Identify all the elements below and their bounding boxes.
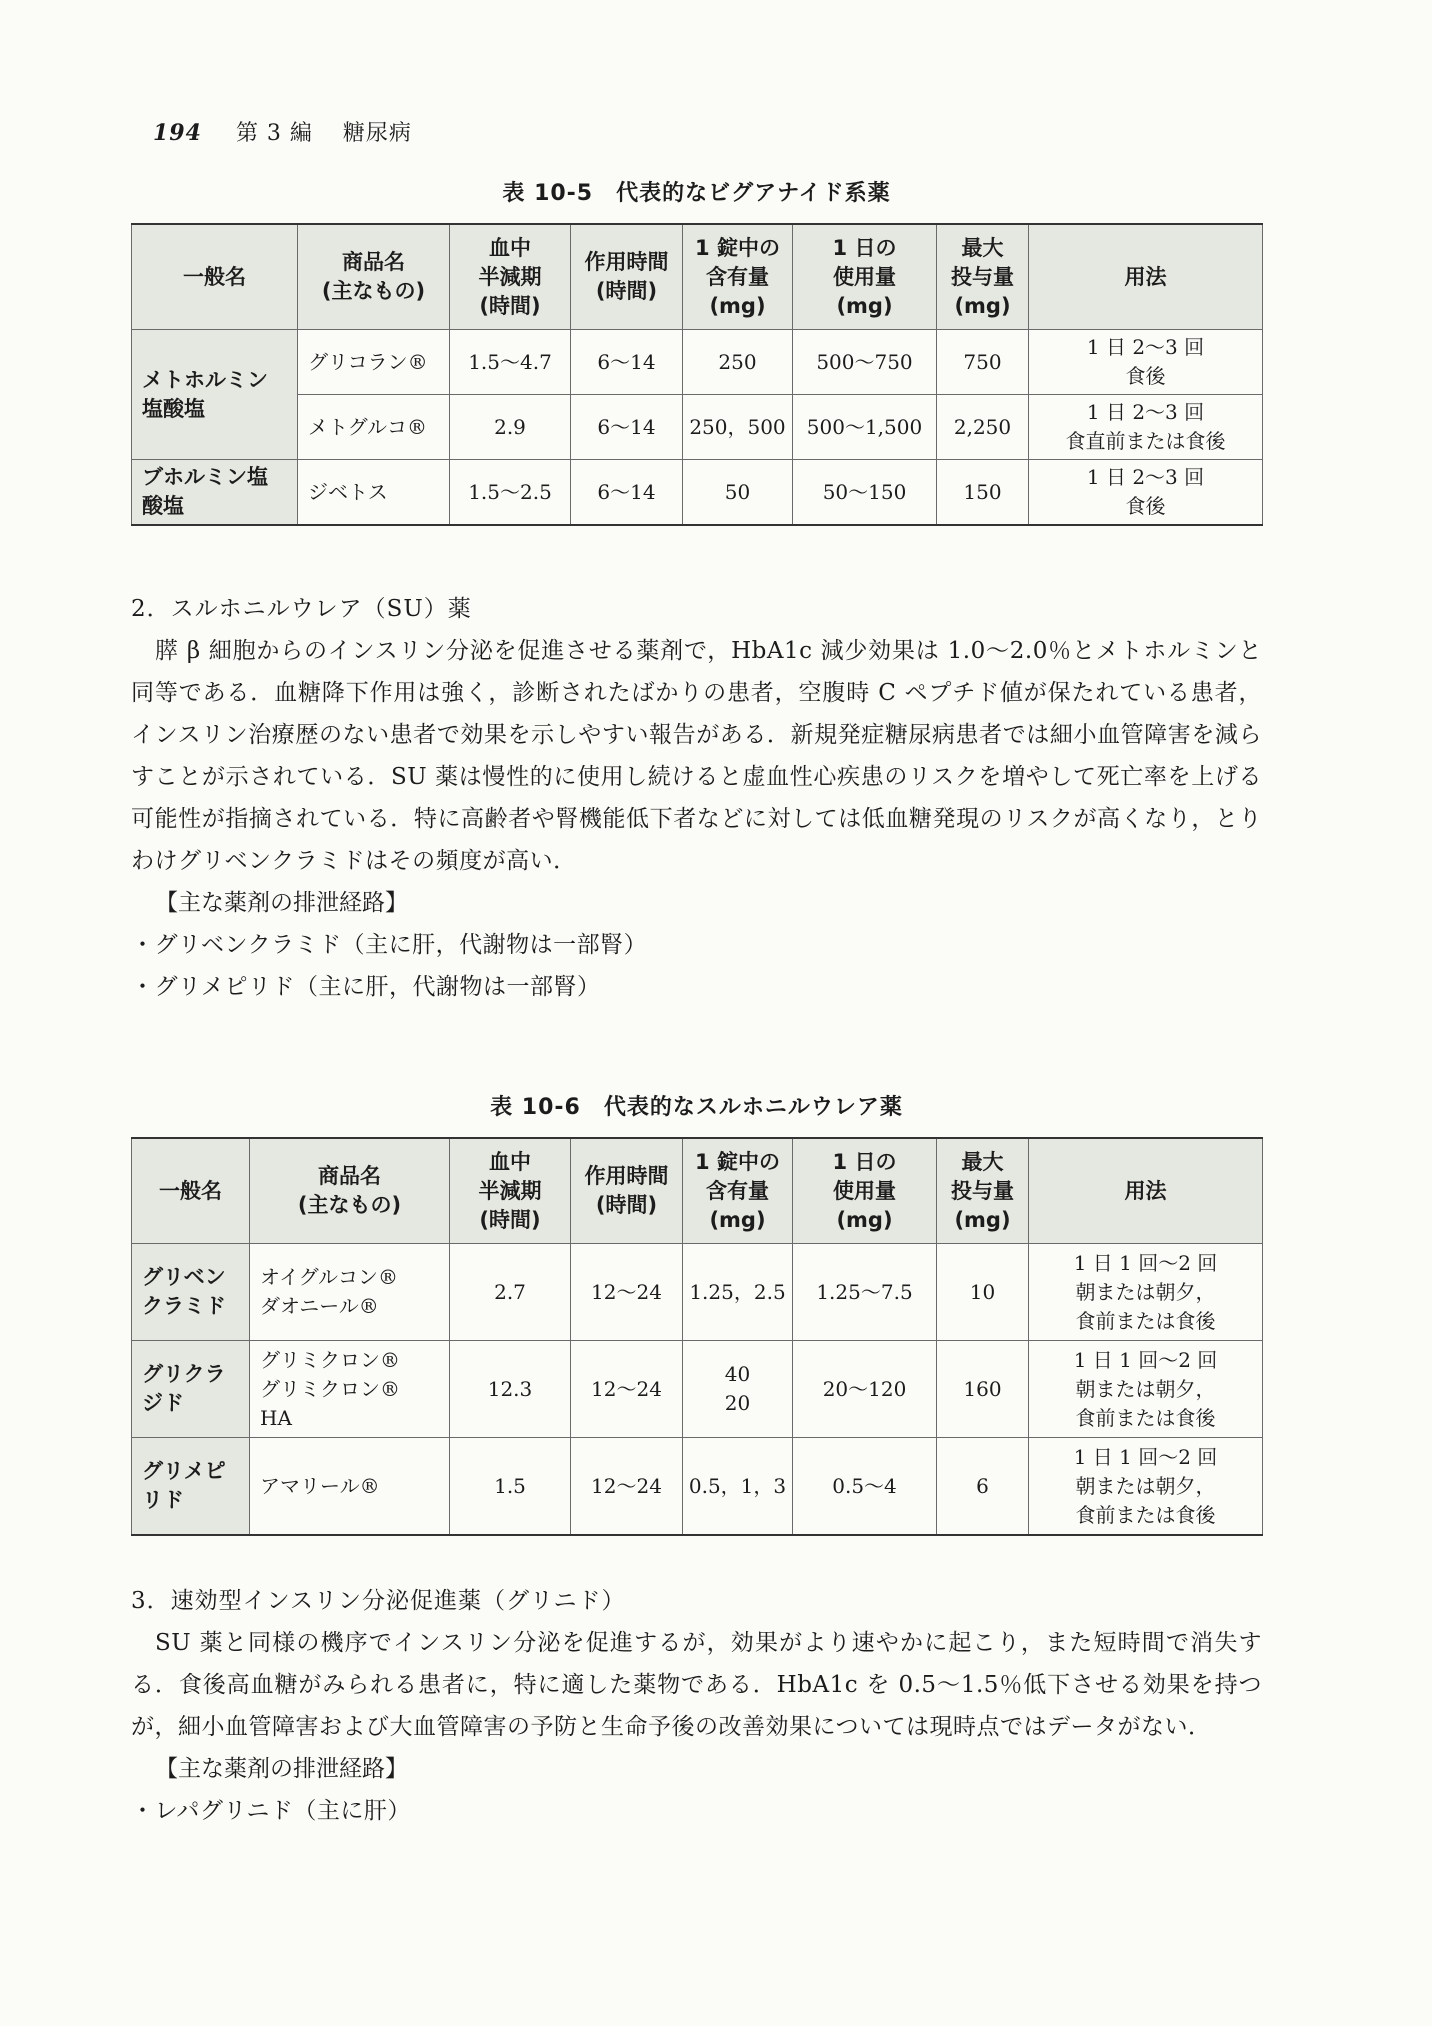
excretion-item: ・レパグリニド（主に肝） <box>131 1798 411 1824</box>
usage-cell: 1 日 1 回〜2 回 朝または朝夕， 食前または食後 <box>1029 1244 1263 1341</box>
duration-cell: 6〜14 <box>571 330 683 395</box>
table-row <box>132 460 1263 526</box>
daily-dose-cell: 1.25〜7.5 <box>793 1244 937 1341</box>
daily-dose-cell: 500〜1,500 <box>793 395 937 460</box>
content-cell: 250，500 <box>683 395 793 460</box>
table-header-row <box>132 1138 1263 1244</box>
table-biguanide <box>131 176 1262 526</box>
max-dose-cell: 160 <box>937 1341 1029 1438</box>
half-life-cell: 2.9 <box>450 395 571 460</box>
half-life-cell: 1.5〜4.7 <box>450 330 571 395</box>
content-cell: 40 20 <box>683 1341 793 1438</box>
content-cell: 250 <box>683 330 793 395</box>
col-header: 1 錠中の 含有量 (mg) <box>683 1138 793 1244</box>
section-heading: 2．スルホニルウレア（SU）薬 <box>131 596 472 622</box>
content-cell: 0.5，1，3 <box>683 1438 793 1536</box>
half-life-cell: 1.5 <box>450 1438 571 1536</box>
col-header: 1 日の 使用量 (mg) <box>793 1138 937 1244</box>
col-header: 血中 半減期 (時間) <box>450 224 571 330</box>
brand-cell: アマリール® <box>250 1438 450 1536</box>
col-header: 最大 投与量 (mg) <box>937 224 1029 330</box>
section-paragraph: SU 薬と同様の機序でインスリン分泌を促進するが，効果がより速やかに起こり，また短時間で消失する．食後高血糖がみられる患者に，特に適した薬物である．HbA1c を 0.5〜1.5％低下させる効果を持つが，細小血管障害および大血管障害の予防と生命予後の改善効果については現時点ではデータがない． <box>131 1630 1262 1740</box>
daily-dose-cell: 500〜750 <box>793 330 937 395</box>
max-dose-cell: 150 <box>937 460 1029 526</box>
section-su <box>131 588 1262 1008</box>
max-dose-cell: 750 <box>937 330 1029 395</box>
col-header: 用法 <box>1029 1138 1263 1244</box>
page-number: 194 <box>153 120 202 146</box>
generic-name-cell: グリメピ リド <box>132 1438 250 1536</box>
col-header: 用法 <box>1029 224 1263 330</box>
content-cell: 1.25，2.5 <box>683 1244 793 1341</box>
generic-name-cell: グリクラ ジド <box>132 1341 250 1438</box>
col-header: 血中 半減期 (時間) <box>450 1138 571 1244</box>
half-life-cell: 1.5〜2.5 <box>450 460 571 526</box>
max-dose-cell: 6 <box>937 1438 1029 1536</box>
section-heading: 3．速効型インスリン分泌促進薬（グリニド） <box>131 1588 626 1614</box>
chapter-title: 糖尿病 <box>342 121 412 146</box>
table-row <box>132 330 1263 395</box>
table-caption: 表 10-5 代表的なビグアナイド系薬 <box>502 181 891 206</box>
excretion-subheading: 【主な薬剤の排泄経路】 <box>155 1756 408 1782</box>
table-row <box>132 1341 1263 1438</box>
section-paragraph: 膵 β 細胞からのインスリン分泌を促進させる薬剤で，HbA1c 減少効果は 1.0〜2.0％とメトホルミンと同等である．血糖降下作用は強く，診断されたばかりの患者，空腹時 C ペプチド値が保たれている患者，インスリン治療歴のない患者で効果を示しやすい報告がある．新規発症糖尿病患者では細小血管障害を減らすことが示されている．SU 薬は慢性的に使用し続けると虚血性心疾患のリスクを増やして死亡率を上げる可能性が指摘されている．特に高齢者や腎機能低下者などに対しては低血糖発現のリスクが高くなり，とりわけグリベンクラミドはその頻度が高い． <box>131 638 1262 874</box>
table-row <box>132 395 1263 460</box>
usage-cell: 1 日 2〜3 回 食後 <box>1029 330 1263 395</box>
half-life-cell: 12.3 <box>450 1341 571 1438</box>
half-life-cell: 2.7 <box>450 1244 571 1341</box>
duration-cell: 12〜24 <box>571 1438 683 1536</box>
table-sulfonylurea <box>131 1090 1262 1536</box>
daily-dose-cell: 50〜150 <box>793 460 937 526</box>
col-header: 作用時間 (時間) <box>571 224 683 330</box>
table-row <box>132 1438 1263 1536</box>
excretion-item: ・グリベンクラミド（主に肝，代謝物は一部腎） <box>131 932 648 958</box>
duration-cell: 6〜14 <box>571 460 683 526</box>
duration-cell: 12〜24 <box>571 1341 683 1438</box>
max-dose-cell: 10 <box>937 1244 1029 1341</box>
generic-name-cell: グリベン クラミド <box>132 1244 250 1341</box>
table-caption: 表 10-6 代表的なスルホニルウレア薬 <box>490 1095 903 1120</box>
table-header-row <box>132 224 1263 330</box>
col-header: 商品名 (主なもの) <box>250 1138 450 1244</box>
max-dose-cell: 2,250 <box>937 395 1029 460</box>
col-header: 最大 投与量 (mg) <box>937 1138 1029 1244</box>
col-header: 作用時間 (時間) <box>571 1138 683 1244</box>
col-header: 1 錠中の 含有量 (mg) <box>683 224 793 330</box>
biguanide-table <box>131 223 1263 526</box>
page-header <box>153 116 412 147</box>
content-cell: 50 <box>683 460 793 526</box>
brand-cell: グリコラン® <box>298 330 450 395</box>
brand-cell: オイグルコン® ダオニール® <box>250 1244 450 1341</box>
usage-cell: 1 日 1 回〜2 回 朝または朝夕， 食前または食後 <box>1029 1438 1263 1536</box>
excretion-item: ・グリメピリド（主に肝，代謝物は一部腎） <box>131 974 601 1000</box>
duration-cell: 12〜24 <box>571 1244 683 1341</box>
part-label: 第 3 編 <box>235 121 313 146</box>
col-header: 一般名 <box>132 224 298 330</box>
daily-dose-cell: 0.5〜4 <box>793 1438 937 1536</box>
usage-cell: 1 日 2〜3 回 食直前または食後 <box>1029 395 1263 460</box>
generic-name-cell: メトホルミン 塩酸塩 <box>132 330 298 460</box>
brand-cell: ジベトス <box>298 460 450 526</box>
col-header: 1 日の 使用量 (mg) <box>793 224 937 330</box>
sulfonylurea-table <box>131 1137 1263 1536</box>
col-header: 商品名 (主なもの) <box>298 224 450 330</box>
usage-cell: 1 日 1 回〜2 回 朝または朝夕， 食前または食後 <box>1029 1341 1263 1438</box>
brand-cell: グリミクロン® グリミクロン® HA <box>250 1341 450 1438</box>
daily-dose-cell: 20〜120 <box>793 1341 937 1438</box>
usage-cell: 1 日 2〜3 回 食後 <box>1029 460 1263 526</box>
section-glinide <box>131 1580 1262 1832</box>
duration-cell: 6〜14 <box>571 395 683 460</box>
table-row <box>132 1244 1263 1341</box>
generic-name-cell: ブホルミン塩 酸塩 <box>132 460 298 526</box>
brand-cell: メトグルコ® <box>298 395 450 460</box>
col-header: 一般名 <box>132 1138 250 1244</box>
excretion-subheading: 【主な薬剤の排泄経路】 <box>155 890 408 916</box>
